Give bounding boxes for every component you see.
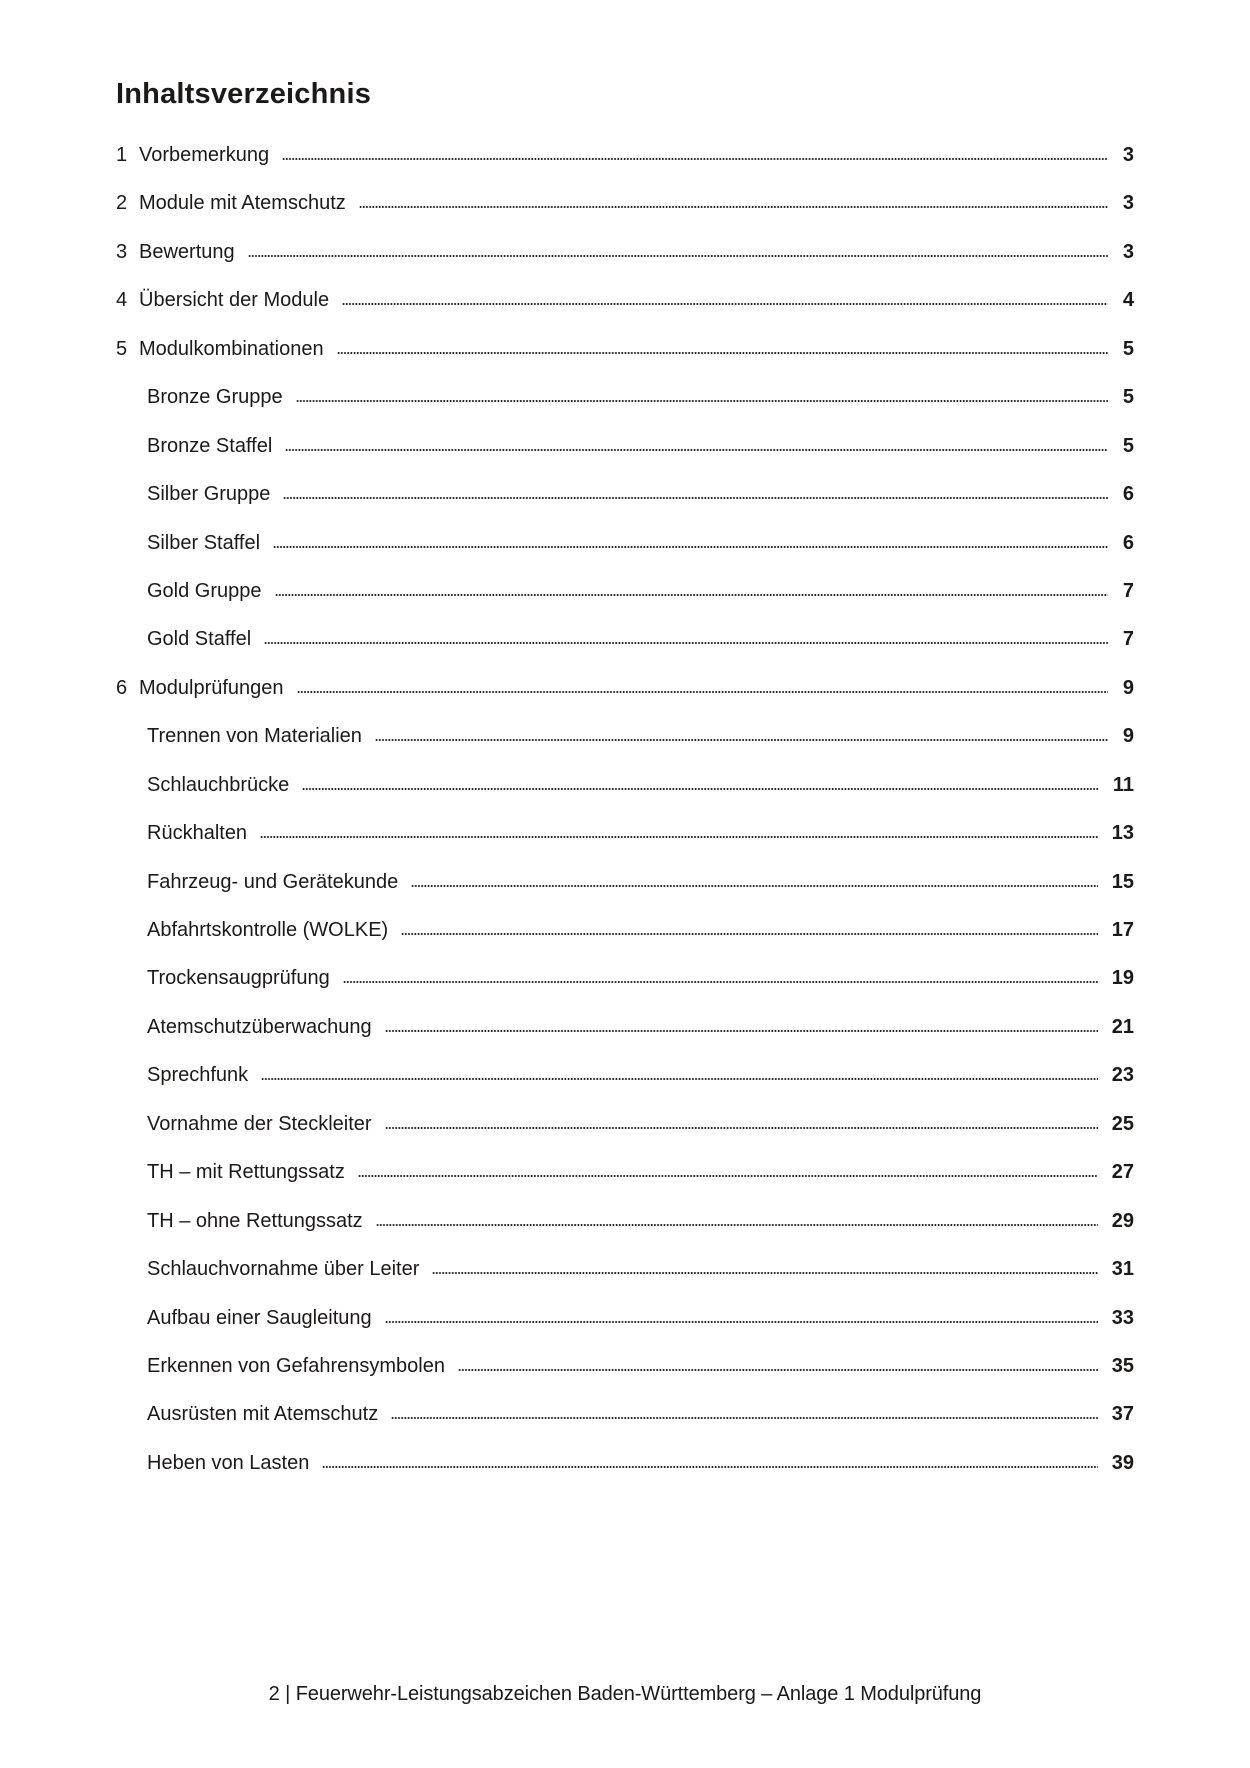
toc-entry-title [116, 1446, 309, 1480]
toc-entry-label: Atemschutzüberwachung [147, 1015, 372, 1038]
toc-entry-number: 4 [116, 289, 128, 312]
toc-entry-page-number: 23 [1111, 1064, 1134, 1087]
dot-leader [432, 1272, 1097, 1274]
toc-entry[interactable] [116, 283, 1134, 331]
toc-entry-title [116, 186, 346, 220]
toc-entry[interactable] [116, 768, 1134, 816]
dot-leader [302, 788, 1099, 790]
dot-leader [458, 1369, 1098, 1371]
toc-entry-title [116, 622, 251, 656]
toc-entry-title [116, 1301, 372, 1335]
toc-entry-page-number: 35 [1111, 1354, 1134, 1377]
toc-entry-title [116, 1204, 363, 1238]
toc-entry-label: Modulkombinationen [139, 337, 324, 360]
toc-entry[interactable] [116, 865, 1134, 913]
dot-leader [337, 352, 1108, 354]
toc-entry-page-number: 19 [1111, 967, 1134, 990]
dot-leader [401, 933, 1098, 935]
toc-entry[interactable] [116, 1349, 1134, 1397]
toc-entry-title [116, 865, 398, 899]
dot-leader [359, 206, 1108, 208]
toc-entry-label: Bronze Staffel [147, 434, 273, 457]
toc-entry-label: Module mit Atemschutz [139, 192, 346, 215]
toc-entry-label: Heben von Lasten [147, 1451, 310, 1474]
toc-entry-number: 2 [116, 192, 128, 215]
toc-entry-title [116, 332, 324, 366]
toc-entry[interactable] [116, 913, 1134, 961]
toc-entry[interactable] [116, 622, 1134, 670]
toc-entry[interactable] [116, 1155, 1134, 1203]
toc-entry-label: Trennen von Materialien [147, 725, 362, 748]
toc-entry[interactable] [116, 429, 1134, 477]
page-footer: 2 | Feuerwehr-Leistungsabzeichen Baden-Württemberg – Anlage 1 Modulprüfung [268, 1683, 982, 1705]
dot-leader [273, 546, 1108, 548]
toc-entry[interactable] [116, 186, 1134, 234]
toc-entry[interactable] [116, 1010, 1134, 1058]
toc-entry-label: Silber Staffel [147, 531, 261, 554]
toc-entry-page-number: 5 [1122, 337, 1134, 360]
toc-entry[interactable] [116, 1397, 1134, 1445]
toc-entry-page-number: 15 [1111, 870, 1134, 893]
toc-entry-page-number: 29 [1111, 1209, 1134, 1232]
toc-entry-label: Modulprüfungen [139, 676, 284, 699]
toc-entry-label: TH – ohne Rettungssatz [147, 1209, 363, 1232]
toc-entry-title [116, 1058, 248, 1092]
toc-entry[interactable] [116, 1446, 1134, 1494]
dot-leader [248, 255, 1108, 257]
toc-entry-page-number: 37 [1111, 1403, 1134, 1426]
toc-entry-title [116, 1107, 372, 1141]
dot-leader [296, 400, 1108, 402]
page-title: Inhaltsverzeichnis [116, 78, 372, 110]
dot-leader [260, 836, 1098, 838]
toc-entry-page-number: 3 [1122, 240, 1134, 263]
toc-entry[interactable] [116, 961, 1134, 1009]
toc-entry[interactable] [116, 138, 1134, 186]
toc-entry-label: Fahrzeug- und Gerätekunde [147, 870, 399, 893]
toc-entry-title [116, 1349, 445, 1383]
toc-entry-label: Rückhalten [147, 822, 248, 845]
toc-entry-label: TH – mit Rettungssatz [147, 1161, 345, 1184]
toc-entry-label: Ausrüsten mit Atemschutz [147, 1403, 379, 1426]
toc-entry[interactable] [116, 477, 1134, 525]
dot-leader [297, 691, 1108, 693]
dot-leader [285, 449, 1108, 451]
toc-entry-title [116, 816, 247, 850]
toc-entry[interactable] [116, 719, 1134, 767]
dot-leader [375, 739, 1108, 741]
dot-leader [411, 885, 1097, 887]
dot-leader [264, 642, 1108, 644]
toc-entry-page-number: 17 [1111, 919, 1134, 941]
toc-entry-title [116, 526, 260, 560]
toc-entry-page-number: 6 [1122, 531, 1134, 554]
toc-entry-label: Trockensaugprüfung [147, 967, 330, 990]
toc-entry-title [116, 138, 269, 172]
toc-entry-label: Gold Gruppe [147, 579, 262, 602]
toc-entry[interactable] [116, 671, 1134, 719]
toc-entry[interactable] [116, 816, 1134, 864]
toc-entry[interactable] [116, 235, 1134, 283]
toc-entry-label: Vorbemerkung [139, 144, 270, 166]
toc-entry-page-number: 31 [1111, 1258, 1134, 1281]
toc-entry-page-number: 9 [1122, 725, 1134, 748]
toc-entry-title [116, 283, 329, 317]
toc-entry-page-number: 7 [1122, 579, 1134, 602]
toc-entry-label: Abfahrtskontrolle (WOLKE) [147, 919, 389, 941]
toc-entry-title [116, 380, 283, 414]
toc-entry-title [116, 768, 289, 802]
toc-entry-label: Erkennen von Gefahrensymbolen [147, 1354, 445, 1377]
toc-entry-title [116, 719, 362, 753]
toc-entry-label: Bronze Gruppe [147, 386, 283, 409]
toc-entry[interactable] [116, 526, 1134, 574]
toc-entry-title [116, 429, 272, 463]
toc-entry-label: Schlauchbrücke [147, 773, 290, 796]
toc-entry[interactable] [116, 1058, 1134, 1106]
toc-entry[interactable] [116, 1252, 1134, 1300]
toc-entry[interactable] [116, 1107, 1134, 1155]
toc-entry[interactable] [116, 1204, 1134, 1252]
dot-leader [376, 1224, 1098, 1226]
toc-entry-title [116, 913, 388, 947]
toc-entry-page-number: 13 [1111, 822, 1134, 845]
toc-entry[interactable] [116, 574, 1134, 622]
dot-leader [322, 1466, 1097, 1468]
toc-entry-number: 3 [116, 240, 128, 263]
toc-entry[interactable] [116, 332, 1134, 380]
toc-entry-label: Silber Gruppe [147, 483, 271, 506]
dot-leader [275, 594, 1108, 596]
toc-entry[interactable] [116, 1301, 1134, 1349]
dot-leader [358, 1175, 1098, 1177]
dot-leader [343, 981, 1098, 983]
toc-entry-page-number: 39 [1111, 1451, 1134, 1474]
toc-entry-label: Sprechfunk [147, 1064, 249, 1087]
toc-entry-title [116, 1010, 372, 1044]
dot-leader [282, 158, 1108, 160]
table-of-contents [116, 138, 1134, 1494]
toc-entry-title [116, 574, 262, 608]
dot-leader [342, 303, 1108, 305]
toc-entry-page-number: 3 [1122, 192, 1134, 215]
dot-leader [385, 1127, 1098, 1129]
toc-entry[interactable] [116, 380, 1134, 428]
toc-entry-page-number: 3 [1122, 144, 1134, 166]
toc-entry-label: Übersicht der Module [139, 289, 330, 312]
toc-entry-label: Gold Staffel [147, 628, 252, 651]
toc-entry-page-number: 33 [1111, 1306, 1134, 1329]
toc-entry-page-number: 11 [1112, 773, 1134, 796]
toc-entry-page-number: 7 [1122, 628, 1134, 651]
dot-leader [385, 1030, 1098, 1032]
toc-entry-number: 5 [116, 337, 128, 360]
toc-entry-title [116, 961, 330, 995]
toc-entry-label: Aufbau einer Saugleitung [147, 1306, 372, 1329]
dot-leader [283, 497, 1108, 499]
toc-entry-page-number: 25 [1111, 1112, 1134, 1135]
toc-entry-title [116, 671, 284, 705]
toc-entry-page-number: 5 [1122, 386, 1134, 409]
toc-entry-page-number: 9 [1122, 676, 1134, 699]
dot-leader [385, 1321, 1098, 1323]
toc-entry-page-number: 6 [1122, 483, 1134, 506]
toc-entry-title [116, 1155, 345, 1189]
dot-leader [261, 1078, 1098, 1080]
toc-entry-page-number: 27 [1111, 1161, 1134, 1184]
toc-entry-page-number: 5 [1122, 434, 1134, 457]
toc-entry-title [116, 235, 235, 269]
toc-entry-label: Schlauchvornahme über Leiter [147, 1258, 420, 1281]
toc-entry-label: Bewertung [139, 240, 235, 263]
toc-entry-title [116, 477, 270, 511]
toc-entry-number: 1 [116, 144, 128, 166]
dot-leader [391, 1417, 1098, 1419]
toc-entry-title [116, 1252, 419, 1286]
toc-entry-number: 6 [116, 676, 128, 699]
toc-entry-page-number: 21 [1111, 1015, 1134, 1038]
toc-entry-label: Vornahme der Steckleiter [147, 1112, 372, 1135]
toc-entry-title [116, 1397, 378, 1431]
toc-entry-page-number: 4 [1122, 289, 1134, 312]
